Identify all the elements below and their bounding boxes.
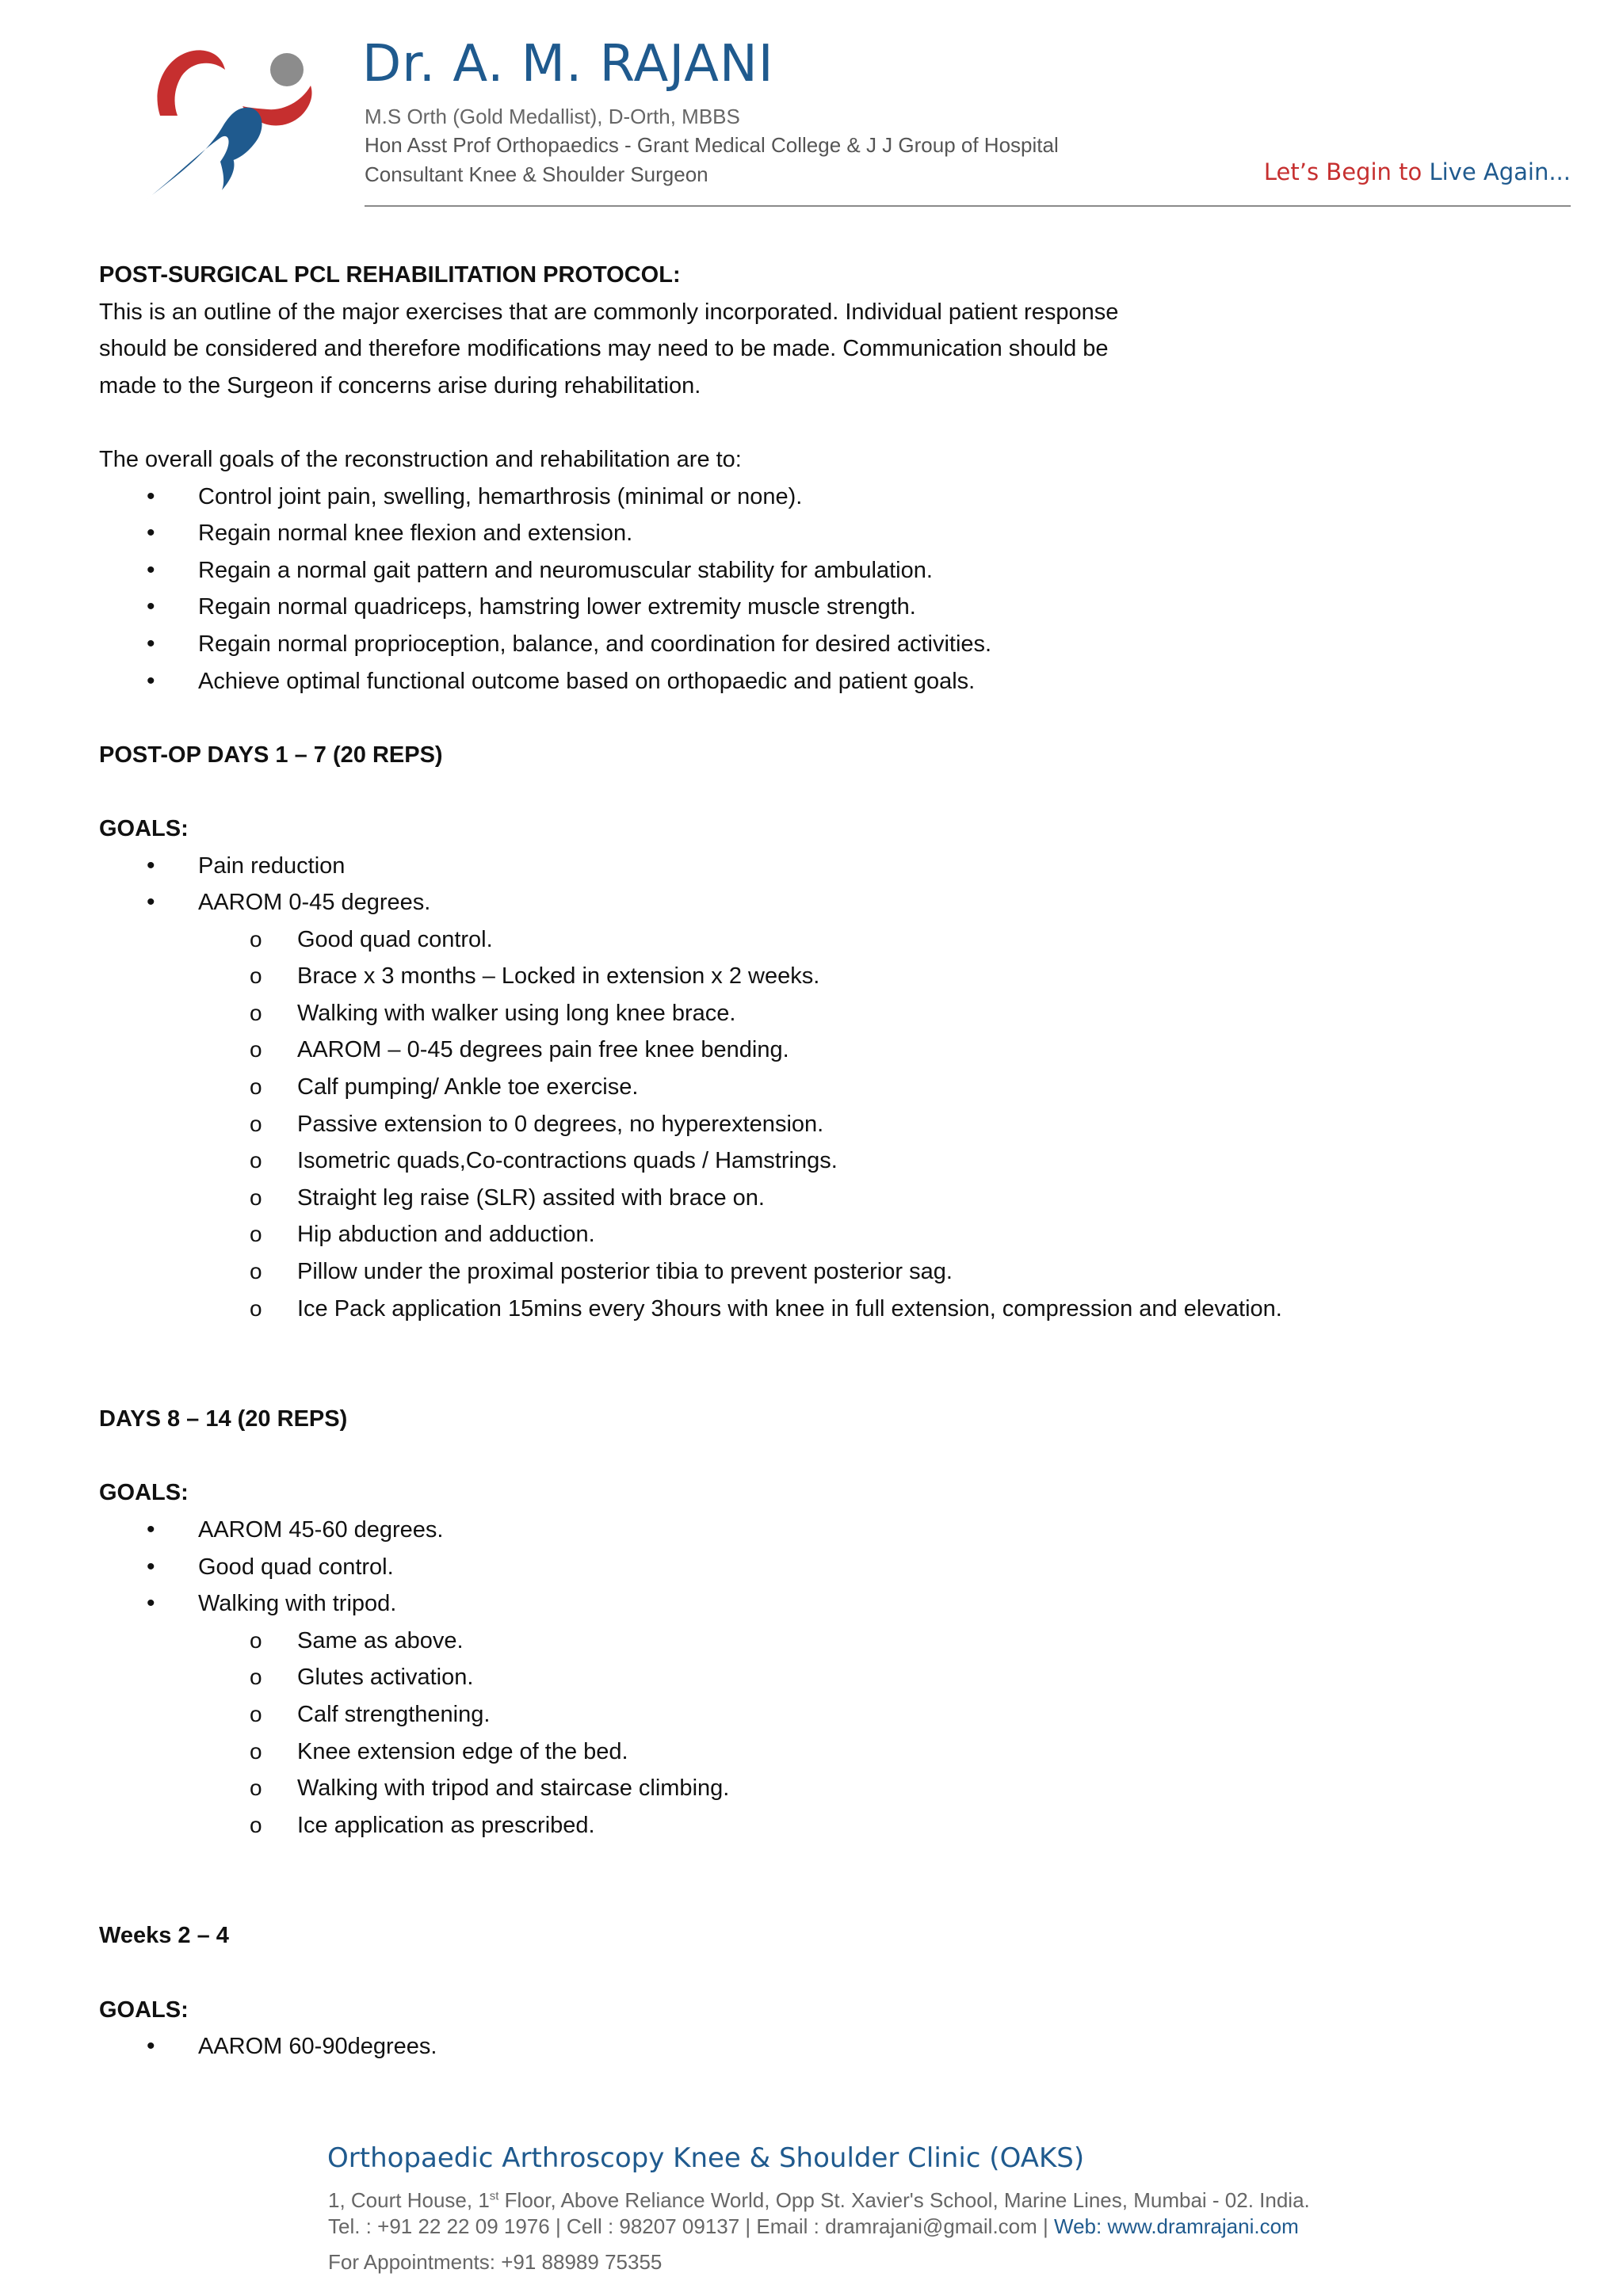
list-item: • AAROM 60-90degrees. <box>99 2028 1573 2065</box>
section-heading: Weeks 2 – 4 <box>99 1923 229 1949</box>
overall-goals-list <box>99 479 1573 700</box>
list-item: • AAROM 45-60 degrees. <box>99 1512 1573 1549</box>
list-item: o AAROM – 0-45 degrees pain free knee bending. <box>99 1032 1573 1069</box>
goals-label: GOALS: <box>99 1480 189 1506</box>
tagline <box>1264 158 1571 185</box>
section-goals-list <box>99 2028 1573 2065</box>
document-title: POST-SURGICAL PCL REHABILITATION PROTOCOL: <box>99 262 681 288</box>
intro-line: should be considered and therefore modifications may need to be made. Communication should be <box>99 336 1109 362</box>
list-item: o Walking with tripod and staircase climbing. <box>99 1770 1573 1807</box>
list-item: o Hip abduction and adduction. <box>99 1216 1573 1253</box>
list-item: • Regain a normal gait pattern and neuromuscular stability for ambulation. <box>99 552 1573 589</box>
list-item: • Regain normal quadriceps, hamstring lower extremity muscle strength. <box>99 589 1573 626</box>
list-item: • Walking with tripod. <box>99 1585 1573 1623</box>
list-item: • Good quad control. <box>99 1549 1573 1586</box>
list-item: o Calf strengthening. <box>99 1696 1573 1733</box>
list-item: • Regain normal knee flexion and extension. <box>99 515 1573 552</box>
list-item: o Same as above. <box>99 1623 1573 1660</box>
list-item: • Achieve optimal functional outcome based on orthopaedic and patient goals. <box>99 663 1573 700</box>
list-item: o Walking with walker using long knee brace. <box>99 995 1573 1032</box>
list-item: o Isometric quads,Co-contractions quads / Hamstrings. <box>99 1142 1573 1180</box>
intro-line: made to the Surgeon if concerns arise during rehabilitation. <box>99 372 701 399</box>
clinic-address: 1, Court House, 1st Floor, Above Reliance World, Opp St. Xavier's School, Marine Lines, Mumbai - 02. India. <box>328 2188 1310 2212</box>
goals-label: GOALS: <box>99 1997 189 2023</box>
list-item: • Regain normal proprioception, balance, and coordination for desired activities. <box>99 626 1573 663</box>
list-item: • AAROM 0-45 degrees. <box>99 884 1573 921</box>
list-item: o Brace x 3 months – Locked in extension x 2 weeks. <box>99 958 1573 995</box>
list-item: o Glutes activation. <box>99 1659 1573 1696</box>
doctor-name: Dr. A. M. RAJANI <box>362 35 774 93</box>
list-item: o Passive extension to 0 degrees, no hyperextension. <box>99 1106 1573 1143</box>
clinic-contact: Tel. : +91 22 22 09 1976 | Cell : 98207 09137 | Email : dramrajani@gmail.com | Web: www.dramrajani.com <box>328 2214 1299 2238</box>
doctor-qualifications: M.S Orth (Gold Medallist), D-Orth, MBBS <box>365 105 740 128</box>
list-item: o Pillow under the proximal posterior tibia to prevent posterior sag. <box>99 1253 1573 1291</box>
website-link[interactable]: Web: www.dramrajani.com <box>1054 2214 1299 2238</box>
section-heading: DAYS 8 – 14 (20 REPS) <box>99 1406 348 1432</box>
list-item: o Good quad control. <box>99 921 1573 959</box>
clinic-name: Orthopaedic Arthroscopy Knee & Shoulder Clinic (OAKS) <box>327 2142 1085 2174</box>
list-item: o Straight leg raise (SLR) assited with brace on. <box>99 1180 1573 1217</box>
doctor-specialty: Consultant Knee & Shoulder Surgeon <box>365 162 708 186</box>
list-item: • Control joint pain, swelling, hemarthrosis (minimal or none). <box>99 479 1573 516</box>
section-goals-list <box>99 1512 1573 1623</box>
tagline-part1: Let’s Begin to <box>1263 158 1430 185</box>
running-figure-logo <box>144 43 319 205</box>
overall-goals-heading: The overall goals of the reconstruction and rehabilitation are to: <box>99 446 742 472</box>
list-item: • Pain reduction <box>99 848 1573 885</box>
document-body <box>99 257 1573 2065</box>
appointments-line: For Appointments: +91 88989 75355 <box>328 2250 663 2274</box>
intro-line: This is an outline of the major exercises that are commonly incorporated. Individual patient response <box>99 299 1119 325</box>
doctor-position: Hon Asst Prof Orthopaedics - Grant Medical College & J J Group of Hospital <box>365 133 1059 157</box>
tagline-part2: Live Again... <box>1429 158 1571 185</box>
list-item: o Ice application as prescribed. <box>99 1807 1573 1844</box>
section-subitems-list <box>99 1623 1573 1844</box>
header-divider <box>365 205 1571 207</box>
section-heading: POST-OP DAYS 1 – 7 (20 REPS) <box>99 742 443 768</box>
list-item: o Knee extension edge of the bed. <box>99 1733 1573 1771</box>
list-item: o Calf pumping/ Ankle toe exercise. <box>99 1069 1573 1106</box>
section-goals-list <box>99 848 1573 921</box>
goals-label: GOALS: <box>99 815 189 841</box>
section-subitems-list <box>99 921 1573 1328</box>
list-item: o Ice Pack application 15mins every 3hours with knee in full extension, compression and elevation. <box>99 1291 1573 1328</box>
